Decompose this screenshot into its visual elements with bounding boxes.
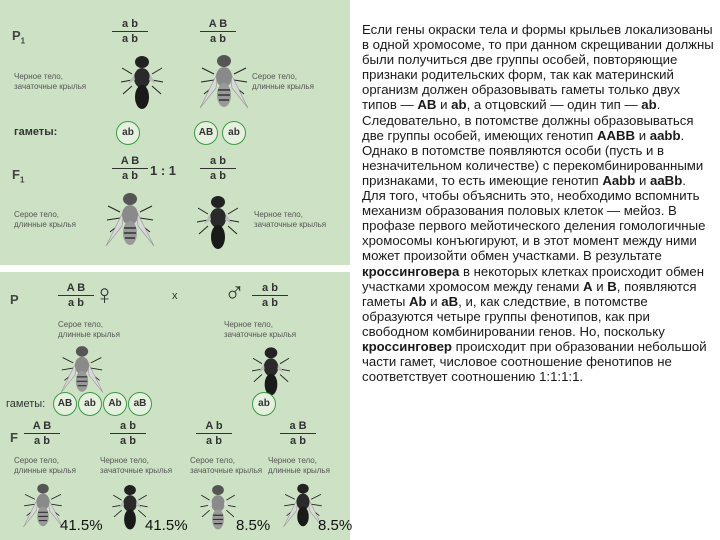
gamete-circle: aB (128, 392, 152, 416)
f-label: F (10, 430, 18, 445)
parent2-genotype: A B a b (200, 18, 236, 45)
fly-black-vestigial-icon (194, 190, 242, 252)
fly-gray-long-wing-icon (196, 48, 252, 114)
offspring-genotype: A B a b (24, 420, 60, 447)
gamete-circle: AB (194, 121, 218, 145)
gamete-circle: Ab (103, 392, 127, 416)
cross-sign: x (172, 290, 178, 302)
fly-gray-vestigial-icon (196, 480, 240, 532)
parent2-phenotype: Серое тело, длинные крылья (252, 72, 314, 91)
offspring-percent: 41.5% (145, 517, 188, 534)
offspring2-genotype: a b a b (200, 155, 236, 182)
f1-label: $F_1$ (12, 167, 25, 185)
paragraph-1: Если гены окраски тела и формы крыльев локализованы в одной хромосоме, то при данном скрещивании должны были получиться две группы особей, повторяющие признаки родительских форм, так как материнский организм должен образовывать гаметы только двух типов — АВ и ab, а отцовский — один тип — ab. Следовательно, в потомстве должны образовываться две группы особей, имеющих генотип ААВВ и aabb. Однако в потомстве появляются особи (пусть и в незначительном количестве) с перекомбинированными признаками, то есть имеющие генотип Aabb и ааВb. (362, 22, 714, 188)
parent1-genotype: a b a b (112, 18, 148, 45)
offspring1-phenotype: Серое тело, длинные крылья (14, 210, 76, 229)
female-phenotype: Серое тело, длинные крылья (58, 320, 120, 339)
offspring-phenotype: Черное тело, зачаточные крылья (100, 456, 173, 475)
fly-black-vestigial-icon (118, 50, 166, 112)
p-label: P (10, 292, 19, 307)
offspring-genotype: a B a b (280, 420, 316, 447)
male-genotype: a b a b (252, 282, 288, 309)
offspring-genotype: A b a b (196, 420, 232, 447)
gamete-circle: ab (222, 121, 246, 145)
fly-gray-long-wing-icon (54, 340, 110, 398)
first-cross-diagram (0, 0, 350, 265)
gamete-circle: ab (252, 392, 276, 416)
gametes-label: гаметы: (14, 126, 58, 138)
gametes-label: гаметы: (6, 398, 46, 410)
offspring2-phenotype: Черное тело, зачаточные крылья (254, 210, 327, 229)
offspring-percent: 8.5% (236, 517, 271, 534)
paragraph-2: Для того, чтобы объяснить это, необходимо вспомнить механизм образования половых клеток — мейоз. В профазе первого мейотического деления гомологичные хромосомы конъюгируют, и в этот момент между ними может произойти обмен участками. В результате кроссинговера в некоторых клетках происходит обмен участками хромосом между генами А и В, появляются гаметы Ab и аВ, и, как следствие, в потомстве образуются четыре группы фенотипов, как при свободном комбинировании генов. Но, поскольку кроссинговер происходит при образовании небольшой части гамет, числовое соотношение фенотипов не соответствует соотношению 1:1:1:1. (362, 188, 707, 385)
offspring-phenotype: Черное тело, длинные крылья (268, 456, 330, 475)
offspring-percent: 8.5% (318, 517, 353, 534)
gamete-circle: ab (78, 392, 102, 416)
gamete-circle: AB (53, 392, 77, 416)
offspring-phenotype: Серое тело, зачаточные крылья (190, 456, 263, 475)
fly-black-vestigial-icon (248, 342, 294, 398)
male-phenotype: Черное тело, зачаточные крылья (224, 320, 297, 339)
p1-label: $P_1$ (12, 28, 26, 46)
offspring-genotype: a b a b (110, 420, 146, 447)
explanation-text (362, 22, 717, 384)
gamete-circle: ab (116, 121, 140, 145)
second-cross-diagram (0, 272, 353, 540)
female-symbol-icon: ♀ (94, 279, 115, 310)
female-genotype: A B a b (58, 282, 94, 309)
parent1-phenotype: Черное тело, зачаточные крылья (14, 72, 87, 91)
ratio: 1 : 1 (150, 163, 177, 178)
offspring-percent: 41.5% (60, 517, 103, 534)
offspring1-genotype: A B a b (112, 155, 148, 182)
male-symbol-icon: ♂ (224, 277, 245, 308)
offspring-phenotype: Серое тело, длинные крылья (14, 456, 76, 475)
fly-gray-long-wing-icon (102, 186, 158, 252)
